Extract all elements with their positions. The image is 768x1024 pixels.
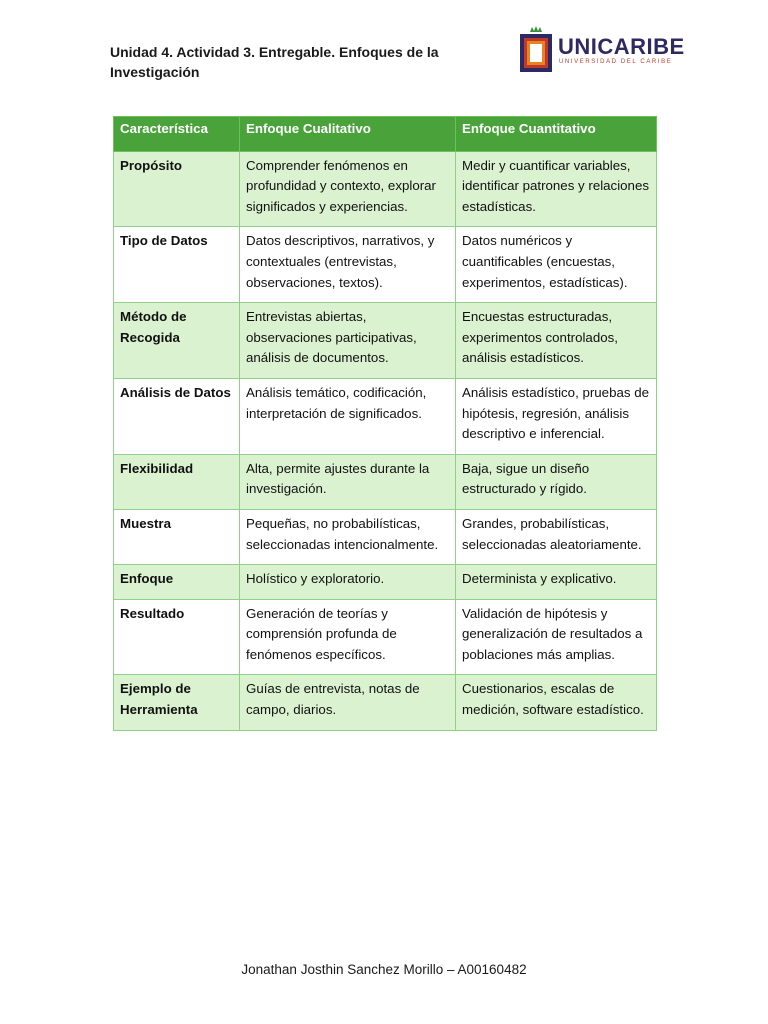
row-feature: Método de Recogida <box>114 303 240 379</box>
table-row <box>114 565 657 600</box>
document-footer: Jonathan Josthin Sanchez Morillo – A00160482 <box>241 962 527 977</box>
row-cuantitativo: Baja, sigue un diseño estructurado y rígido. <box>456 454 657 509</box>
table-row <box>114 378 657 454</box>
row-feature: Tipo de Datos <box>114 227 240 303</box>
table-row <box>114 509 657 564</box>
header-caracteristica: Característica <box>114 117 240 152</box>
row-cualitativo: Guías de entrevista, notas de campo, diarios. <box>240 675 456 730</box>
row-cualitativo: Comprender fenómenos en profundidad y contexto, explorar significados y experiencias. <box>240 151 456 227</box>
row-cuantitativo: Grandes, probabilísticas, seleccionadas aleatoriamente. <box>456 509 657 564</box>
row-cuantitativo: Medir y cuantificar variables, identificar patrones y relaciones estadísticas. <box>456 151 657 227</box>
row-cualitativo: Holístico y exploratorio. <box>240 565 456 600</box>
row-cuantitativo: Cuestionarios, escalas de medición, software estadístico. <box>456 675 657 730</box>
row-cualitativo: Entrevistas abiertas, observaciones participativas, análisis de documentos. <box>240 303 456 379</box>
row-cualitativo: Alta, permite ajustes durante la investigación. <box>240 454 456 509</box>
table-row <box>114 227 657 303</box>
row-cuantitativo: Determinista y explicativo. <box>456 565 657 600</box>
row-feature: Análisis de Datos <box>114 378 240 454</box>
row-feature: Enfoque <box>114 565 240 600</box>
row-cuantitativo: Datos numéricos y cuantificables (encuestas, experimentos, estadísticas). <box>456 227 657 303</box>
table-row <box>114 303 657 379</box>
table-header-row <box>114 117 657 152</box>
logo-subtitle: UNIVERSIDAD DEL CARIBE <box>559 59 673 65</box>
row-cuantitativo: Análisis estadístico, pruebas de hipótesis, regresión, análisis descriptivo e inferencial. <box>456 378 657 454</box>
table-row <box>114 151 657 227</box>
row-feature: Ejemplo de Herramienta <box>114 675 240 730</box>
table-row <box>114 454 657 509</box>
unicaribe-logo <box>518 26 684 76</box>
row-feature: Flexibilidad <box>114 454 240 509</box>
document-title: Unidad 4. Actividad 3. Entregable. Enfoques de la Investigación <box>110 44 439 80</box>
row-feature: Resultado <box>114 599 240 675</box>
row-cuantitativo: Encuestas estructuradas, experimentos controlados, análisis estadísticos. <box>456 303 657 379</box>
row-cualitativo: Generación de teorías y comprensión profunda de fenómenos específicos. <box>240 599 456 675</box>
row-cuantitativo: Validación de hipótesis y generalización de resultados a poblaciones más amplias. <box>456 599 657 675</box>
logo-name: UNICARIBE <box>558 34 685 59</box>
header-cualitativo: Enfoque Cualitativo <box>240 117 456 152</box>
unicaribe-emblem-icon <box>518 26 554 74</box>
row-cualitativo: Datos descriptivos, narrativos, y contextuales (entrevistas, observaciones, textos). <box>240 227 456 303</box>
row-feature: Muestra <box>114 509 240 564</box>
row-cualitativo: Análisis temático, codificación, interpretación de significados. <box>240 378 456 454</box>
table-row <box>114 675 657 730</box>
row-feature: Propósito <box>114 151 240 227</box>
table-row <box>114 599 657 675</box>
row-cualitativo: Pequeñas, no probabilísticas, seleccionadas intencionalmente. <box>240 509 456 564</box>
comparison-table <box>113 116 657 731</box>
header-cuantitativo: Enfoque Cuantitativo <box>456 117 657 152</box>
